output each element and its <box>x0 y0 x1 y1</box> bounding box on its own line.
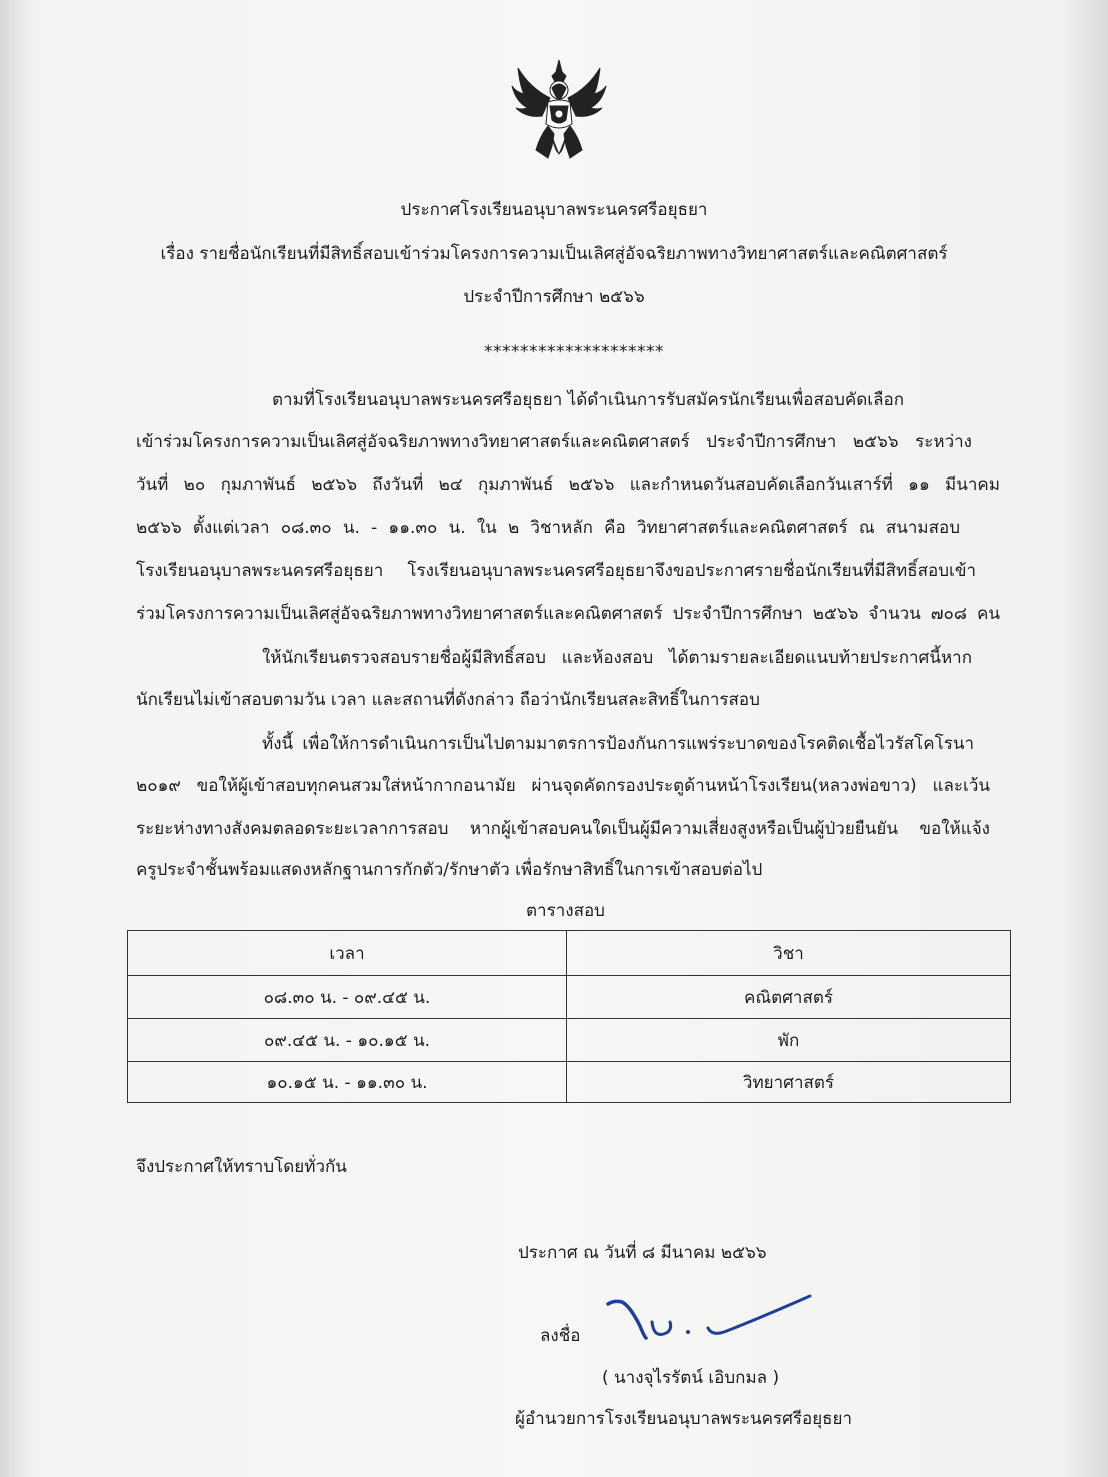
paragraph-1-line: ร่วมโครงการความเป็นเลิศสู่อัจฉริยภาพทางวิทยาศาสตร์และคณิตศาสตร์ ประจำปีการศึกษา ๒๕๖๖ จำนวน ๗๐๘ คน <box>136 604 1000 624</box>
paragraph-1-line: วันที่ ๒๐ กุมภาพันธ์ ๒๕๖๖ ถึงวันที่ ๒๔ กุมภาพันธ์ ๒๕๖๖ และกำหนดวันสอบคัดเลือกวันเสาร์ที่ ๑๑ มีนาคม <box>136 475 1000 495</box>
paragraph-1-line: โรงเรียนอนุบาลพระนครศรีอยุธยา โรงเรียนอนุบาลพระนครศรีอยุธยาจึงขอประกาศรายชื่อนักเรียนที่มีสิทธิ์สอบเข้า <box>136 561 976 581</box>
subject-cell: วิทยาศาสตร์ <box>742 1072 835 1093</box>
header-time: เวลา <box>128 931 567 975</box>
subject-cell: พัก <box>777 1030 800 1051</box>
announcement-date: ประกาศ ณ วันที่ ๘ มีนาคม ๒๕๖๖ <box>518 1243 767 1263</box>
paragraph-1-line: เข้าร่วมโครงการความเป็นเลิศสู่อัจฉริยภาพทางวิทยาศาสตร์และคณิตศาสตร์ ประจำปีการศึกษา ๒๕๖๖ ระหว่าง <box>136 432 972 452</box>
paragraph-3-line: ๒๐๑๙ ขอให้ผู้เข้าสอบทุกคนสวมใส่หน้ากากอนามัย ผ่านจุดคัดกรองประตูด้านหน้าโรงเรียน(หลวงพ่อขาว) และเว้น <box>136 776 990 796</box>
paragraph-2-line: ให้นักเรียนตรวจสอบรายชื่อผู้มีสิทธิ์สอบ และห้องสอบ ได้ตามรายละเอียดแนบท้ายประกาศนี้หาก <box>262 648 972 668</box>
schedule-table <box>127 930 1011 1103</box>
signer-name: ( นางจุไรรัตน์ เอิบกมล ) <box>602 1368 780 1388</box>
table-row <box>128 1018 1010 1061</box>
time-cell: ๐๘.๓๐ น. - ๐๙.๔๕ น. <box>128 976 567 1018</box>
table-row <box>128 975 1010 1018</box>
announcement-subject: เรื่อง รายชื่อนักเรียนที่มีสิทธิ์สอบเข้าร่วมโครงการความเป็นเลิศสู่อัจฉริยภาพทางวิทยาศาสตร์และคณิตศาสตร์ <box>160 244 948 264</box>
handwritten-signature <box>600 1292 816 1350</box>
time-cell: ๐๙.๔๕ น. - ๑๐.๑๕ น. <box>128 1019 567 1061</box>
signer-position: ผู้อำนวยการโรงเรียนอนุบาลพระนครศรีอยุธยา <box>515 1409 853 1429</box>
paragraph-3-line: ครูประจำชั้นพร้อมแสดงหลักฐานการกักตัว/รักษาตัว เพื่อรักษาสิทธิ์ในการเข้าสอบต่อไป <box>136 860 763 880</box>
announcement-closing: จึงประกาศให้ทราบโดยทั่วกัน <box>136 1157 347 1177</box>
academic-year: ประจำปีการศึกษา ๒๕๖๖ <box>463 287 645 307</box>
announcement-title: ประกาศโรงเรียนอนุบาลพระนครศรีอยุธยา <box>400 200 708 220</box>
header-subject: วิชา <box>773 943 804 964</box>
paragraph-2-line: นักเรียนไม่เข้าสอบตามวัน เวลา และสถานที่ดังกล่าว ถือว่านักเรียนสละสิทธิ์ในการสอบ <box>136 690 760 710</box>
signature-label: ลงชื่อ <box>540 1326 581 1346</box>
table-header-row <box>128 931 1010 975</box>
paragraph-3-line: ระยะห่างทางสังคมตลอดระยะเวลาการสอบ หากผู้เข้าสอบคนใดเป็นผู้มีความเสี่ยงสูงหรือเป็นผู้ป่วยยืนยัน ขอให้แจ้ง <box>136 819 990 839</box>
schedule-caption: ตารางสอบ <box>526 901 605 921</box>
paragraph-1-line: ๒๕๖๖ ตั้งแต่เวลา ๐๘.๓๐ น. - ๑๑.๓๐ น. ใน ๒ วิชาหลัก คือ วิทยาศาสตร์และคณิตศาสตร์ ณ สนามสอบ <box>136 518 960 538</box>
time-cell: ๑๐.๑๕ น. - ๑๑.๓๐ น. <box>128 1062 567 1102</box>
paragraph-3-line: ทั้งนี้ เพื่อให้การดำเนินการเป็นไปตามมาตรการป้องกันการแพร่ระบาดของโรคติดเชื้อไวรัสโคโรนา <box>262 734 974 754</box>
table-row <box>128 1061 1010 1102</box>
subject-cell: คณิตศาสตร์ <box>743 987 834 1008</box>
separator: ******************** <box>484 342 664 362</box>
garuda-emblem <box>510 58 608 170</box>
paragraph-1-line: ตามที่โรงเรียนอนุบาลพระนครศรีอยุธยา ได้ดำเนินการรับสมัครนักเรียนเพื่อสอบคัดเลือก <box>272 390 905 410</box>
